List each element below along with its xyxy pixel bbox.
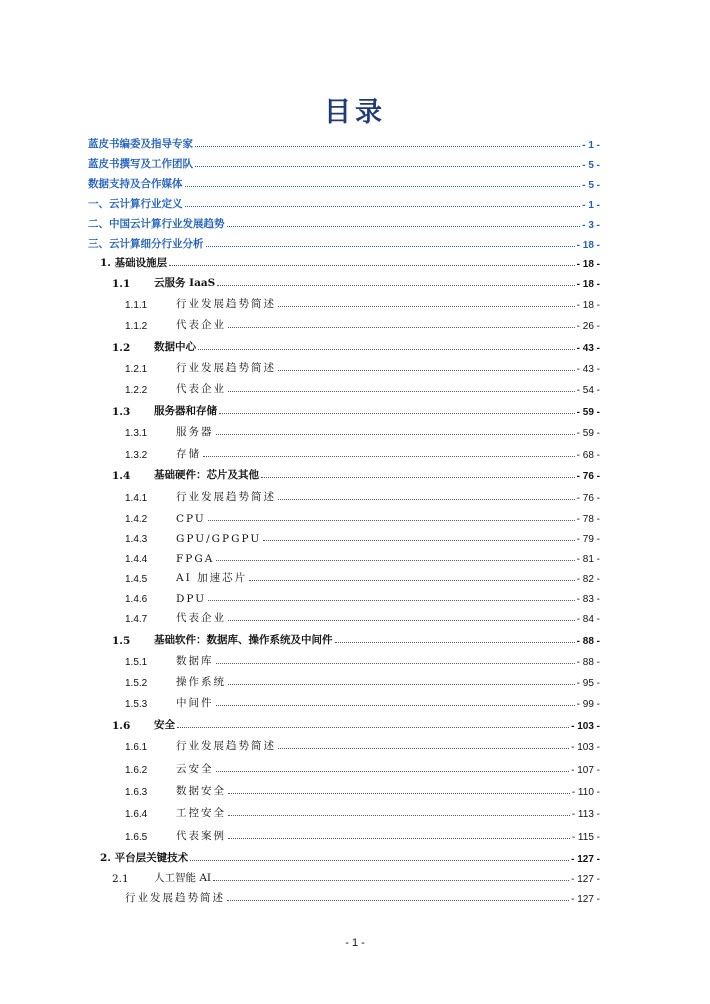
toc-entry-number: 2.1 bbox=[112, 873, 129, 885]
toc-entry-page: - 110 - bbox=[571, 787, 600, 798]
toc-entry[interactable] bbox=[88, 421, 600, 439]
toc-entry[interactable] bbox=[88, 357, 600, 375]
toc-entry-page: - 26 - bbox=[576, 321, 600, 332]
toc-entry-page: - 76 - bbox=[576, 471, 600, 482]
dot-leader bbox=[263, 540, 574, 541]
toc-entry-page: - 88 - bbox=[576, 657, 600, 668]
toc-entry-number: 1.2.2 bbox=[125, 385, 148, 396]
toc-entry[interactable] bbox=[88, 758, 600, 776]
toc-entry-page: - 18 - bbox=[576, 300, 600, 311]
toc-entry-title: 2. 平台层关键技术 bbox=[100, 852, 189, 864]
toc-entry[interactable] bbox=[88, 527, 600, 545]
toc-entry-page: - 127 - bbox=[571, 894, 600, 905]
toc-entry-number: 1.2 bbox=[112, 342, 131, 354]
dot-leader bbox=[227, 226, 581, 227]
dot-leader bbox=[228, 391, 575, 392]
dot-leader bbox=[190, 860, 569, 861]
toc-entry-title: 存储 bbox=[176, 448, 201, 460]
toc-entry-page: - 5 - bbox=[582, 180, 600, 191]
toc-entry-title: DPU bbox=[176, 593, 207, 605]
toc-entry-number: 1.4.5 bbox=[125, 574, 148, 585]
dot-leader bbox=[203, 456, 575, 457]
toc-entry-title: 代表企业 bbox=[176, 383, 226, 395]
toc-entry-page: - 78 - bbox=[576, 514, 600, 525]
dot-leader bbox=[177, 727, 569, 728]
toc-entry-number: 1.5.3 bbox=[125, 699, 148, 710]
toc-entry-page: - 5 - bbox=[582, 160, 600, 171]
toc-entry-title: 行业发展趋势简述 bbox=[125, 892, 225, 904]
dot-leader bbox=[228, 620, 575, 621]
toc-entry[interactable] bbox=[88, 173, 600, 191]
toc-entry-title: 数据库 bbox=[176, 655, 214, 667]
toc-entry-title: 云安全 bbox=[176, 763, 214, 775]
toc-entry-number: 1.2.1 bbox=[125, 364, 148, 375]
toc-entry-title: 蓝皮书编委及指导专家 bbox=[88, 138, 193, 150]
toc-entry-number: 1.4.6 bbox=[125, 594, 148, 605]
toc-entry-page: - 59 - bbox=[576, 407, 600, 418]
dot-leader bbox=[228, 793, 570, 794]
toc-entry-number: 1.3 bbox=[112, 406, 131, 418]
toc-entry-page: - 3 - bbox=[582, 220, 600, 231]
toc-entry-page: - 59 - bbox=[576, 428, 600, 439]
toc-entry-title: 工控安全 bbox=[176, 807, 226, 819]
toc-entry-page: - 107 - bbox=[571, 765, 600, 776]
toc-entry-title: 基础软件：数据库、操作系统及中间件 bbox=[154, 634, 333, 646]
toc-entry-page: - 1 - bbox=[582, 140, 600, 151]
toc-entry-page: - 103 - bbox=[571, 742, 600, 753]
toc-entry-page: - 79 - bbox=[576, 534, 600, 545]
dot-leader bbox=[208, 520, 575, 521]
toc-entry-title: GPU/GPGPU bbox=[176, 533, 262, 545]
toc-entry[interactable] bbox=[88, 825, 600, 843]
dot-leader bbox=[278, 370, 575, 371]
page-number: - 1 - bbox=[345, 937, 365, 949]
dot-leader bbox=[195, 146, 580, 147]
toc-entry-number: 1.4 bbox=[112, 470, 131, 482]
dot-leader bbox=[216, 560, 574, 561]
toc-entry-title: 代表案例 bbox=[176, 830, 226, 842]
toc-entry-title: 代表企业 bbox=[176, 612, 226, 624]
dot-leader bbox=[219, 413, 575, 414]
toc-entry[interactable] bbox=[88, 293, 600, 311]
toc-entry-title: 中间件 bbox=[176, 697, 214, 709]
toc-entry-page: - 18 - bbox=[576, 240, 600, 251]
toc-entry-title: 人工智能 AI bbox=[154, 872, 212, 884]
toc-entry[interactable] bbox=[88, 692, 600, 710]
toc-entry-page: - 127 - bbox=[571, 874, 600, 885]
toc-entry-title: 行业发展趋势简述 bbox=[176, 298, 276, 310]
toc-entry[interactable] bbox=[88, 507, 600, 525]
toc-entry[interactable] bbox=[88, 443, 600, 461]
dot-leader bbox=[185, 206, 581, 207]
toc-entry-title: 云服务 IaaS bbox=[154, 277, 216, 289]
dot-leader bbox=[228, 684, 575, 685]
toc-entry-title: 数据安全 bbox=[176, 785, 226, 797]
toc-entry-page: - 81 - bbox=[576, 554, 600, 565]
dot-leader bbox=[228, 838, 570, 839]
toc-entry-number: 1.6.3 bbox=[125, 787, 148, 798]
toc-entry-title: 安全 bbox=[154, 719, 175, 731]
toc-entry-number: 1.4.7 bbox=[125, 614, 148, 625]
toc-entry[interactable] bbox=[88, 486, 600, 504]
toc-entry-title: 基础硬件：芯片及其他 bbox=[154, 469, 259, 481]
dot-leader bbox=[278, 748, 569, 749]
toc-entry-page: - 127 - bbox=[571, 854, 600, 865]
toc-entry-page: - 18 - bbox=[576, 279, 600, 290]
toc-entry[interactable] bbox=[88, 252, 600, 270]
toc-entry[interactable] bbox=[88, 802, 600, 820]
toc-entry-title: 服务器和存储 bbox=[154, 405, 217, 417]
toc-entry-page: - 82 - bbox=[576, 574, 600, 585]
toc-entry[interactable] bbox=[88, 153, 600, 171]
toc-entry[interactable] bbox=[88, 714, 600, 732]
toc-entry-page: - 99 - bbox=[576, 699, 600, 710]
toc-entry[interactable] bbox=[88, 587, 600, 605]
toc-entry-title: 1. 基础设施层 bbox=[100, 257, 168, 269]
toc-entry[interactable] bbox=[88, 464, 600, 482]
toc-entry-page: - 95 - bbox=[576, 678, 600, 689]
toc-entry-page: - 103 - bbox=[571, 721, 600, 732]
toc-entry-number: 1.6 bbox=[112, 720, 131, 732]
toc-entry-title: 二、中国云计算行业发展趋势 bbox=[88, 218, 225, 230]
toc-entry[interactable] bbox=[88, 272, 600, 290]
toc-entry[interactable] bbox=[88, 547, 600, 565]
dot-leader bbox=[261, 477, 575, 478]
toc-entry-number: 1.3.1 bbox=[125, 428, 148, 439]
toc-entry-title: 行业发展趋势简述 bbox=[176, 491, 276, 503]
toc-entry-title: 代表企业 bbox=[176, 319, 226, 331]
dot-leader bbox=[185, 186, 581, 187]
toc-entry-page: - 18 - bbox=[576, 259, 600, 270]
toc-entry[interactable] bbox=[88, 780, 600, 798]
toc-entry-page: - 84 - bbox=[576, 614, 600, 625]
toc-entry-number: 1.1 bbox=[112, 278, 131, 290]
toc-entry[interactable] bbox=[88, 193, 600, 211]
toc-entry-page: - 88 - bbox=[576, 636, 600, 647]
dot-leader bbox=[208, 600, 575, 601]
toc-entry-number: 1.4.4 bbox=[125, 554, 148, 565]
toc-entry-number: 1.6.4 bbox=[125, 809, 148, 820]
dot-leader bbox=[216, 434, 575, 435]
toc-entry-title: 数据支持及合作媒体 bbox=[88, 178, 183, 190]
toc-entry[interactable] bbox=[88, 233, 600, 251]
toc-entry-number: 1.4.2 bbox=[125, 514, 148, 525]
toc-entry[interactable] bbox=[88, 847, 600, 865]
toc-entry-title: AI 加速芯片 bbox=[176, 572, 248, 584]
toc-entry-title: 蓝皮书撰写及工作团队 bbox=[88, 158, 193, 170]
toc-entry-title: 三、云计算细分行业分析 bbox=[88, 238, 204, 250]
toc-entry-title: 一、云计算行业定义 bbox=[88, 198, 183, 210]
toc-entry-page: - 113 - bbox=[571, 809, 600, 820]
dot-leader bbox=[195, 166, 580, 167]
toc-entry-title: CPU bbox=[176, 513, 206, 525]
toc-entry[interactable] bbox=[88, 314, 600, 332]
toc-entry[interactable] bbox=[88, 735, 600, 753]
toc-entry[interactable] bbox=[88, 867, 600, 885]
toc-entry[interactable] bbox=[88, 671, 600, 689]
toc-entry-number: 1.1.1 bbox=[125, 300, 148, 311]
toc-entry[interactable] bbox=[88, 336, 600, 354]
toc-entry-title: 行业发展趋势简述 bbox=[176, 740, 276, 752]
toc-entry-number: 1.5.1 bbox=[125, 657, 148, 668]
dot-leader bbox=[278, 499, 575, 500]
dot-leader bbox=[216, 771, 570, 772]
toc-entry-page: - 115 - bbox=[571, 832, 600, 843]
toc-entry-number: 1.1.2 bbox=[125, 321, 148, 332]
dot-leader bbox=[216, 705, 575, 706]
toc-entry-page: - 76 - bbox=[576, 493, 600, 504]
toc-entry-title: 服务器 bbox=[176, 426, 214, 438]
toc-entry[interactable] bbox=[88, 213, 600, 231]
toc-entry-page: - 68 - bbox=[576, 450, 600, 461]
dot-leader bbox=[278, 306, 575, 307]
toc-entry[interactable] bbox=[88, 400, 600, 418]
toc-entry-page: - 43 - bbox=[576, 364, 600, 375]
dot-leader bbox=[249, 580, 575, 581]
toc-entry-number: 1.6.5 bbox=[125, 832, 148, 843]
toc-entry-title: 数据中心 bbox=[154, 341, 196, 353]
toc-entry[interactable] bbox=[88, 607, 600, 625]
toc-entry-number: 1.6.2 bbox=[125, 765, 148, 776]
toc-entry-page: - 43 - bbox=[576, 343, 600, 354]
toc-entry-title: 操作系统 bbox=[176, 676, 226, 688]
toc-entry-page: - 1 - bbox=[582, 200, 600, 211]
toc-entry-number: 1.4.3 bbox=[125, 534, 148, 545]
dot-leader bbox=[198, 349, 575, 350]
toc-entry[interactable] bbox=[88, 378, 600, 396]
dot-leader bbox=[169, 265, 575, 266]
dot-leader bbox=[216, 663, 575, 664]
toc-entry-number: 1.3.2 bbox=[125, 450, 148, 461]
dot-leader bbox=[335, 642, 575, 643]
toc-entry-number: 1.4.1 bbox=[125, 493, 148, 504]
toc-entry-page: - 83 - bbox=[576, 594, 600, 605]
toc-entry-number: 1.6.1 bbox=[125, 742, 148, 753]
toc-entry[interactable] bbox=[88, 887, 600, 905]
toc-entry-page: - 54 - bbox=[576, 385, 600, 396]
toc-entry-title: 行业发展趋势简述 bbox=[176, 362, 276, 374]
page-title: 目录 bbox=[324, 97, 386, 128]
dot-leader bbox=[213, 880, 569, 881]
toc-entry-title: FPGA bbox=[176, 553, 215, 565]
dot-leader bbox=[217, 285, 574, 286]
toc-entry[interactable] bbox=[88, 650, 600, 668]
dot-leader bbox=[206, 246, 575, 247]
dot-leader bbox=[228, 327, 575, 328]
toc-entry-number: 1.5 bbox=[112, 635, 131, 647]
toc-entry[interactable] bbox=[88, 629, 600, 647]
dot-leader bbox=[227, 900, 569, 901]
toc-entry[interactable] bbox=[88, 133, 600, 151]
dot-leader bbox=[228, 815, 570, 816]
toc-entry[interactable] bbox=[88, 567, 600, 585]
toc-entry-number: 1.5.2 bbox=[125, 678, 148, 689]
